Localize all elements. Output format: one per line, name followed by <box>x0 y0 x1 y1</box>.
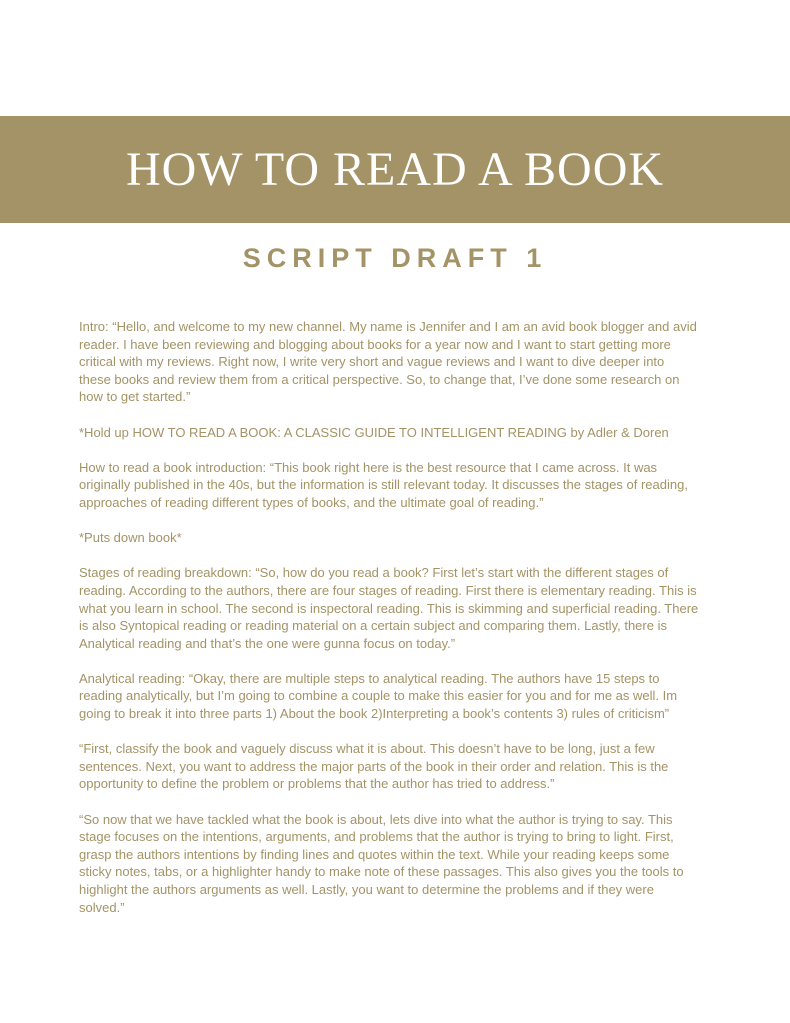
title-banner <box>0 116 790 223</box>
analytical-reading-paragraph: Analytical reading: “Okay, there are multiple steps to analytical reading. The authors have 15 steps to reading analytically, but I’m going to combine a couple to make this easier for you and for me as well. Im going to break it into three parts 1) About the book 2)Interpreting a book’s contents 3) rules of criticism” <box>79 670 678 722</box>
book-introduction-paragraph: How to read a book introduction: “This book right here is the best resource that I came across. It was originally published in the 40s, but the information is still relevant today. It discusses the stages of reading, approaches of reading different types of books, and the ultimate goal of reading.” <box>79 459 688 510</box>
page-title: HOW TO READ A BOOK <box>125 142 665 196</box>
script-body <box>79 318 699 934</box>
author-intentions-paragraph: “So now that we have tackled what the book is about, lets dive into what the author is trying to say. This stage focuses on the intentions, arguments, and problems that the author is trying to bring to light. First, grasp the authors intentions by finding lines and quotes within the text. While your reading keeps some sticky notes, tabs, or a highlighter handy to make note of these passages. This also gives you the tools to highlight the authors arguments as well. Lastly, you want to determine the problems and if they were solved.” <box>79 811 684 915</box>
stages-of-reading-paragraph: Stages of reading breakdown: “So, how do you read a book? First let’s start with the different stages of reading. According to the authors, there are four stages of reading. First there is elementary reading. This is what you learn in school. The second is inspectoral reading. This is skimming and superficial reading. There is also Syntopical reading or reading material on a certain subject and comparing them. Lastly, there is Analytical reading and that’s the one were gunna focus on today.” <box>79 565 699 651</box>
intro-paragraph: Intro: “Hello, and welcome to my new channel. My name is Jennifer and I am an avid book blogger and avid reader. I have been reviewing and blogging about books for a year now and I want to start getting more critical with my reviews. Right now, I write very short and vague reviews and I want to dive deeper into these books and review them from a critical perspective. So, to change that, I’ve done some research on how to get started.” <box>79 319 697 405</box>
classify-book-paragraph: “First, classify the book and vaguely discuss what it is about. This doesn’t have to be long, just a few sentences. Next, you want to address the major parts of the book in their order and relation. This is the opportunity to define the problem or problems that the author has tried to address.” <box>79 741 669 792</box>
stage-direction-put-down-book: *Puts down book* <box>79 530 182 546</box>
document-subtitle: SCRIPT DRAFT 1 <box>242 243 548 273</box>
stage-direction-hold-book: *Hold up HOW TO READ A BOOK: A CLASSIC GUIDE TO INTELLIGENT READING by Adler & Doren <box>79 424 669 440</box>
